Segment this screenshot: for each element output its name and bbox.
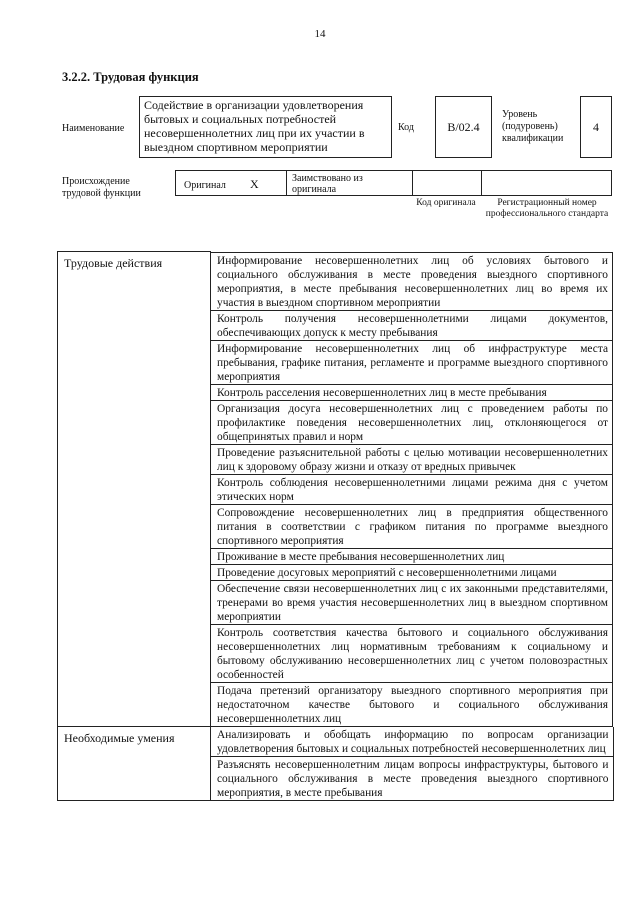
level-value: 4 bbox=[593, 119, 599, 134]
code-original-caption: Код оригинала bbox=[416, 198, 476, 208]
borrowed-label: Заимствовано из оригинала bbox=[292, 173, 363, 195]
skill-item: Разъяснять несовершеннолетним лицам вопросы инфраструктуры, бытового и социального обслуживания в месте проведения выездного спортивного мероприятия, в месте пребывания bbox=[211, 757, 614, 801]
page-number: 14 bbox=[314, 28, 326, 40]
section-title: 3.2.2. Трудовая функция bbox=[62, 70, 199, 84]
function-table bbox=[57, 251, 614, 801]
action-item: Организация досуга несовершеннолетних лиц с проведением работы по профилактике поведения несовершеннолетних лиц, отклоняющегося от общепринятых правил и норм bbox=[211, 401, 613, 445]
reg-number-caption: Регистрационный номер профессионального стандарта bbox=[485, 198, 609, 219]
level-label: Уровень (подуровень) квалификации bbox=[502, 109, 564, 144]
origin-label: Происхождение трудовой функции bbox=[62, 176, 141, 199]
code-label: Код bbox=[398, 122, 414, 133]
original-label: Оригинал bbox=[184, 180, 226, 191]
skill-item: Анализировать и обобщать информацию по вопросам организации удовлетворения бытовых и социальных потребностей несовершеннолетних лиц bbox=[211, 727, 614, 757]
origin-divider-2 bbox=[412, 171, 413, 195]
action-item: Обеспечение связи несовершеннолетних лиц с их законными представителями, тренерами во время участия несовершеннолетних лиц в выездном спортивном мероприятии bbox=[211, 581, 613, 625]
action-item: Проведение разъяснительной работы с целью мотивации несовершеннолетних лиц к здоровому образу жизни и отказу от вредных привычек bbox=[211, 445, 613, 475]
action-item: Подача претензий организатору выездного спортивного мероприятия при недостаточном качестве бытового и социального обслуживания несовершеннолетних лиц bbox=[211, 683, 613, 727]
action-item: Проведение досуговых мероприятий с несовершеннолетними лицами bbox=[211, 565, 613, 581]
skills-row bbox=[58, 727, 614, 801]
actions-label: Трудовые действия bbox=[64, 256, 163, 270]
function-name-value: Содействие в организации удовлетворения бытовых и социальных потребностей несовершеннолетних лиц при их участии в выездном спортивном мероприятии bbox=[144, 98, 365, 154]
skills-label: Необходимые умения bbox=[64, 731, 175, 745]
actions-row bbox=[58, 252, 614, 727]
actions-cell bbox=[211, 252, 614, 727]
skills-cell bbox=[211, 727, 614, 801]
origin-row bbox=[175, 170, 612, 196]
code-value: B/02.4 bbox=[447, 119, 480, 134]
action-item: Контроль соответствия качества бытового и социального обслуживания несовершеннолетних лиц нормативным требованиям к социальному и бытовому обслуживанию несовершеннолетних лиц с учетом половозрастных особенностей bbox=[211, 625, 613, 683]
action-item: Информирование несовершеннолетних лиц об условиях бытового и социального обслуживания в месте проведения выездного спортивного мероприятия, в месте пребывания несовершеннолетних лиц во время их участия в выездном спортивном мероприятии bbox=[211, 252, 613, 311]
action-item: Информирование несовершеннолетних лиц об инфраструктуре места пребывания, графике питания, регламенте и программе выездного спортивного мероприятия bbox=[211, 341, 613, 385]
action-item: Контроль соблюдения несовершеннолетними лицами режима дня с учетом этических норм bbox=[211, 475, 613, 505]
actions-label-cell bbox=[58, 252, 211, 727]
skills-label-cell bbox=[58, 727, 211, 801]
code-value-box bbox=[435, 96, 492, 158]
function-name-box bbox=[139, 96, 392, 158]
action-item: Контроль расселения несовершеннолетних лиц в месте пребывания bbox=[211, 385, 613, 401]
name-label: Наименование bbox=[62, 123, 125, 134]
original-mark: X bbox=[250, 177, 259, 191]
action-item: Сопровождение несовершеннолетних лиц в предприятия общественного питания в соответствии с графиком питания по программе выездного спортивного мероприятия bbox=[211, 505, 613, 549]
action-item: Контроль получения несовершеннолетними лицами документов, обеспечивающих допуск к месту пребывания bbox=[211, 311, 613, 341]
origin-divider-1 bbox=[286, 171, 287, 195]
action-item: Проживание в месте пребывания несовершеннолетних лиц bbox=[211, 549, 613, 565]
level-value-box bbox=[580, 96, 612, 158]
origin-divider-3 bbox=[481, 171, 482, 195]
